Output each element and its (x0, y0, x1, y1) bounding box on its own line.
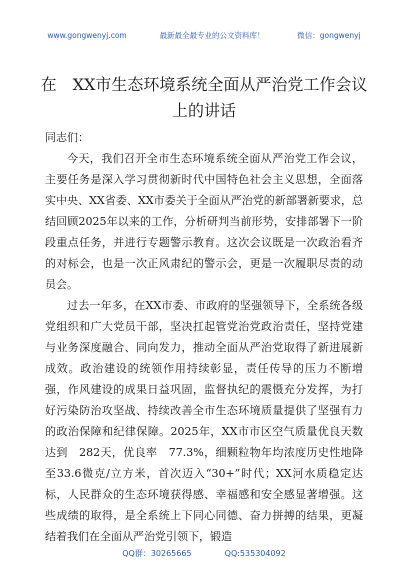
page-header (0, 30, 408, 41)
footer-qq: QQ:535304092 (224, 549, 286, 558)
footer-qq-group: QQ群：30265665 (122, 549, 192, 558)
paragraph-1: 今天，我们召开全市生态环境系统全面从严治党工作会议，主要任务是深入学习贯彻新时代中国特色社会主义思想，全面落实中央、XX省委、XX市委关于全面从严治党的新部署新要求，总结回顾2025年以来的工作，分析研判当前形势，安排部署下一阶段重点任务，并进行专题警示教育。这次会议既是一次政治看齐的对标会，也是一次正风肃纪的警示会，更是一次履职尽责的动员会。 (45, 152, 363, 291)
page-footer (0, 548, 408, 559)
document-title: 在 XX市生态环境系统全面从严治党工作会议上的讲话 (40, 75, 368, 120)
header-wechat: 微信：gongwenyj (297, 31, 361, 40)
header-slogan: 最新最全最专业的公文资料库！ (159, 31, 265, 40)
salutation: 同志们： (45, 131, 89, 144)
paragraph-2: 过去一年多，在XX市委、市政府的坚强领导下，全系统各级党组织和广大党员干部，坚决扛起管党治党政治责任，坚持党建与业务深度融合、同向发力，推动全面从严治党取得了新进展新成效。政治建设的统领作用持续彰显，责任传导的压力不断增强，作风建设的成果日益巩固，监督执纪的震慑充分发挥，为打好污染防治攻坚战、持续改善全市生态环境质量提供了坚强有力的政治保障和纪律保障。2025年，XX市市区空气质量优良天数达到 282天，优良率 77.3%，细颗粒物年均浓度历史性地降至33.6微克/立方米，首次迈入“30+”时代；XX河水质稳定达标，人民群众的生态环境获得感、幸福感和安全感显著增强。这些成绩的取得，是全系统上下同心同德、奋力拼搏的结果，更凝结着我们在全面从严治党引领下，锻造 (45, 299, 363, 543)
document-body (45, 127, 363, 547)
header-site-link[interactable]: www.gongwenyj.com (47, 31, 127, 40)
